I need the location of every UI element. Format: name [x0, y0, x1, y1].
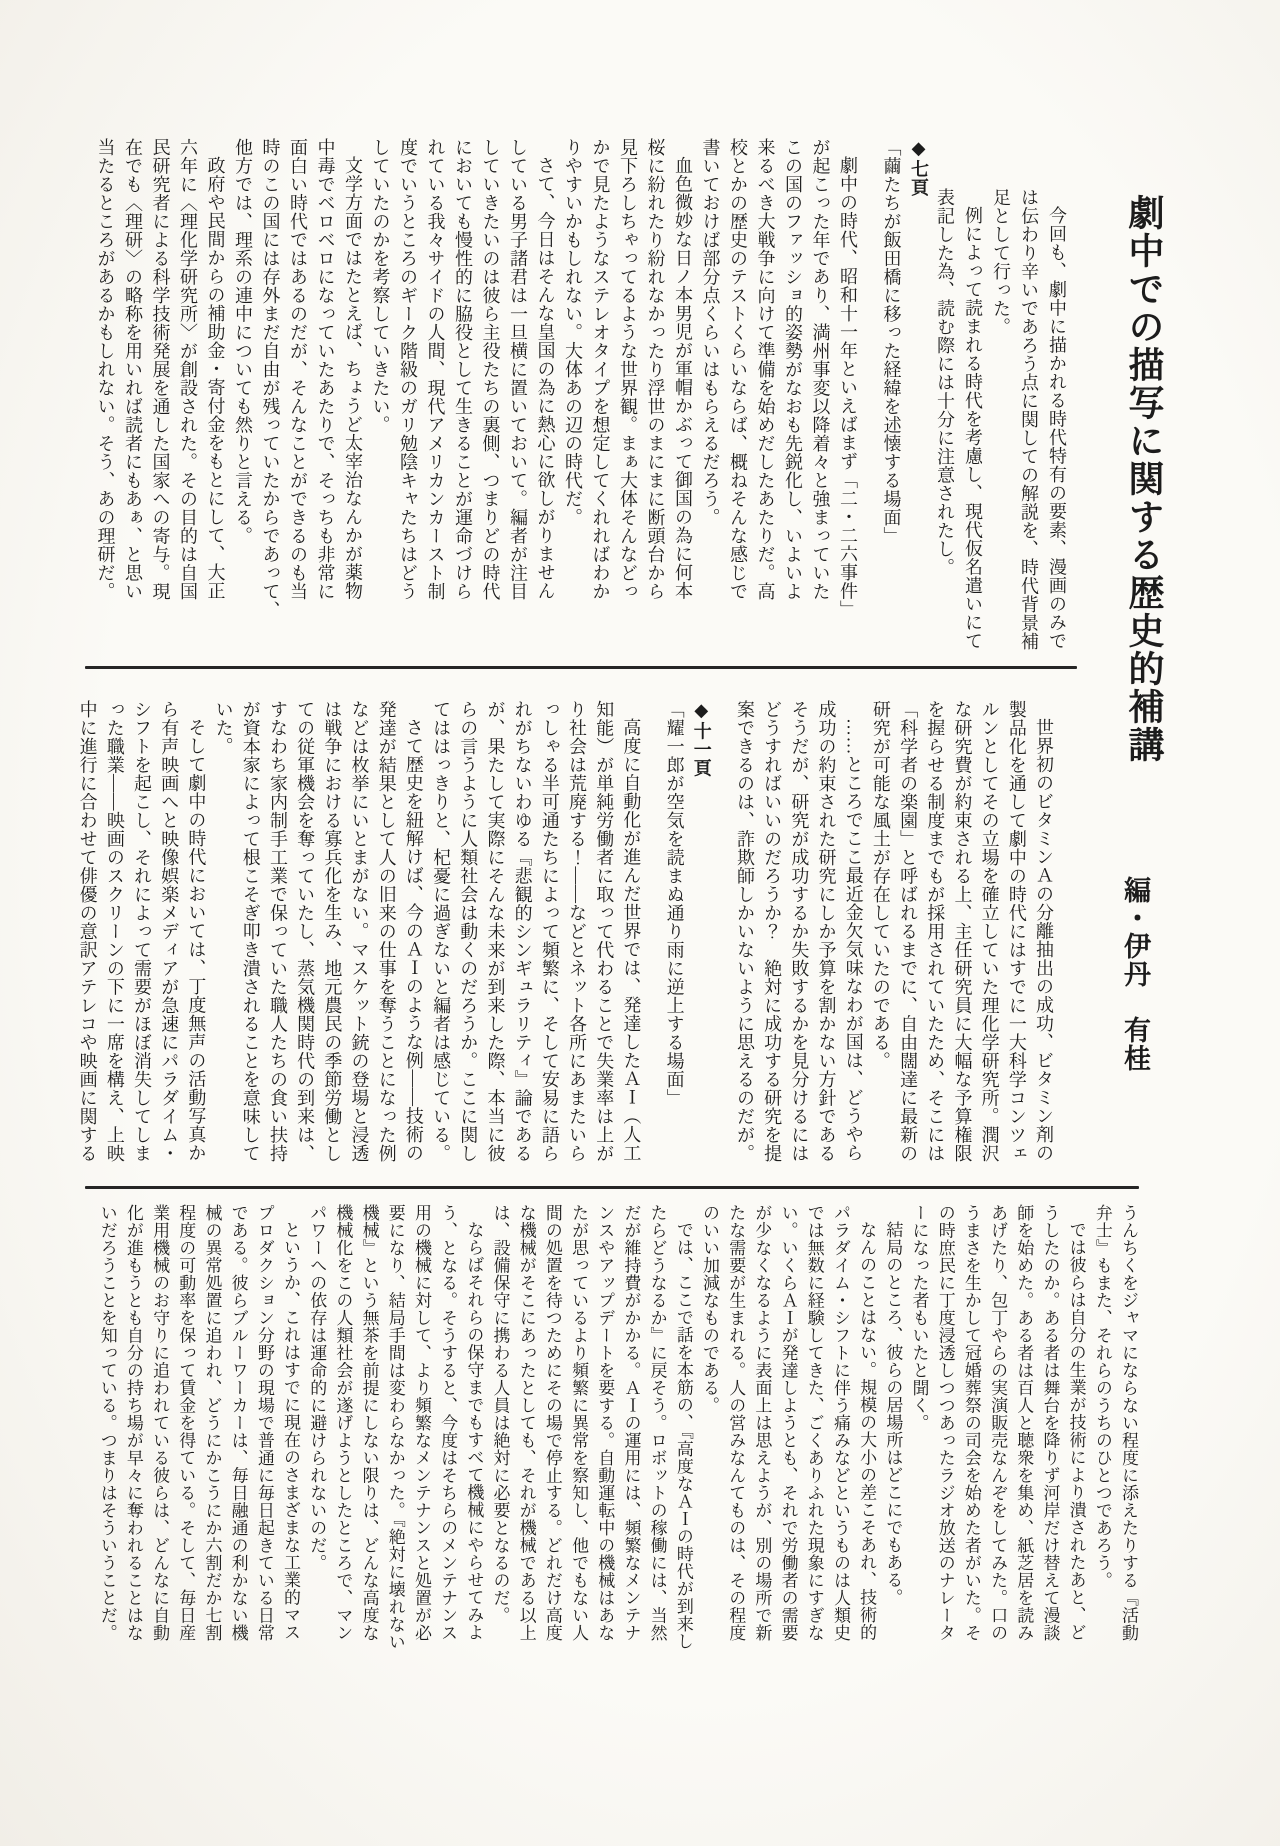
text-column: 程度の可動率を保って賃金を得ている。そして、毎日産	[176, 1204, 196, 1642]
text-column: 「科学者の楽園」と呼ばれるまでに、自由闊達に最新の	[898, 700, 919, 1163]
text-column: り社会は荒廃する！——などとネット各所にあまたいら	[567, 700, 587, 1163]
text-column: たが思っているより頻繁に異常を察知し、他でもない人	[569, 1204, 589, 1642]
text-column: った職業——映画のスクリーンの下に一席を構え、上映	[104, 700, 125, 1163]
text-column: のいい加減なものである。	[700, 1204, 719, 1414]
text-column: れている我々サイドの人間、現代アメリカンカースト制	[425, 138, 446, 601]
text-column: 機械』という無茶を前提にしない限りは、どんな高度な	[359, 1204, 379, 1642]
text-column: 足として行った。	[991, 188, 1011, 336]
text-column: している男子諸君は一旦横に置いておいて。編者が注目	[508, 138, 528, 601]
text-column: ての従軍機会を奪っていたし、蒸気機関時代の到来は、	[295, 700, 316, 1163]
section-divider-top	[85, 666, 1077, 669]
text-column: 中に進行に合わせて俳優の意訳アテレコや映画に関する	[77, 700, 98, 1163]
author-credit: 編・伊丹 有桂	[1120, 876, 1150, 1072]
text-column: を握らせる制度までもが採用されていたため、そこには	[925, 700, 946, 1163]
section-page11-block	[71, 700, 1055, 1168]
text-column: 他方では、理系の連中についても然りと言える。	[233, 138, 253, 545]
text-column: していたのかを考察していきたい。	[370, 138, 391, 434]
text-column: そうだが、研究が成功するか失敗するかを見分けるには	[789, 700, 810, 1163]
text-column: パラダイム・シフトに伴う痛みなどというものは人類史	[830, 1204, 850, 1642]
text-column: うんちくをジャマにならない程度に添えたりする『活動	[1119, 1204, 1138, 1642]
text-column: 校とかの歴史のテストくらいならば、概ねそんな感じで	[728, 138, 748, 601]
text-column: 民研究者による科学技術発展を通した国家への寄与。現	[150, 138, 171, 601]
text-column: 来るべき大戦争に向けて準備を始めだしたあたりだ。高	[755, 138, 776, 601]
text-column: 間の処置を待つためにその場で停止する。どれだけ高度	[542, 1204, 562, 1642]
text-column: 成功の約束された研究にしか予算を割かない方針である	[816, 700, 837, 1163]
text-column: 械の異常処置に追われ、どうにかこうにか六割だか七割	[202, 1204, 222, 1642]
text-column: ら有声映画へと映像娯楽メディアが急速にパラダイム・	[159, 700, 180, 1163]
text-column: では無数に経験してきた、ごくありふれた現象にすぎな	[804, 1204, 824, 1642]
text-column: ……ところでここ最近金欠気味なわが国は、どうやら	[843, 718, 864, 1162]
text-column: いた。	[213, 700, 234, 756]
text-column: 要になり、結局手間は変わらなかった。『絶対に壊れない	[385, 1204, 405, 1651]
text-column: りやすいかもしれない。大体あの辺の時代だ。	[563, 138, 583, 527]
text-column: な機械がそこにあったとしても、それが機械である以上	[516, 1204, 536, 1642]
text-column: 血色微妙な日ノ本男児が軍帽かぶって御国の為に何本	[673, 156, 693, 600]
text-column: においても慢性的に脇役として生きることが運命づけら	[453, 138, 473, 601]
text-column: 政府や民間からの補助金・寄付金をもとにして、大正	[205, 156, 226, 600]
text-column: 機械化をこの人類社会が遂げようとしたところで、マン	[333, 1204, 353, 1642]
intro-paragraph-block	[928, 188, 1068, 660]
text-column: れがちないわゆる『悲観的シンギュラリティ』論である	[512, 700, 533, 1163]
text-column: 知能）が単純労働者に取って代わることで失業率は上が	[594, 700, 615, 1163]
text-column: 発達が結果として人の旧来の仕事を奪うことになった例	[376, 700, 397, 1163]
text-column: 案できるのは、詐欺師しかいないように思えるのだが。	[734, 700, 755, 1163]
scene-quote: 「耀一郎が空気を読まぬ通り雨に逆上する場面」	[664, 700, 685, 1107]
text-column: 今回も、劇中に描かれる時代特有の要素、漫画のみで	[1047, 206, 1067, 650]
text-column: 書いておけば部分点くらいはもらえるだろう。	[700, 138, 721, 527]
text-column: 度でいうところのギーク階級のガリ勉陰キャたちはどう	[398, 138, 418, 601]
text-column: が、果たして実際にそんな未来が到来した際、本当に彼	[485, 700, 506, 1163]
text-column: どうすればいいのだろうか？ 絶対に成功する研究を提	[762, 700, 783, 1163]
text-column: 高度に自動化が進んだ世界では、発達したＡＩ（人工	[621, 718, 642, 1162]
text-column: らの言うように人類社会は動くのだろうか。ここに関し	[458, 700, 479, 1163]
section-bottom-block	[92, 1204, 1140, 1664]
text-column: さて歴史を紐解けば、今のＡＩのような例——技術の	[403, 718, 424, 1162]
text-column: っしゃる半可通たちによって頻繁に、そして安易に語ら	[539, 700, 560, 1163]
text-column: 業用機械のお守りに追われている彼らは、どんなに自動	[150, 1204, 170, 1642]
section-divider-bottom	[85, 1186, 1139, 1189]
page-title: 劇中での描写に関する歴史的補講	[1124, 194, 1164, 764]
text-column: すなわち家内制手工業で保っていた職人たちの食い扶持	[267, 700, 288, 1163]
text-column: プロダクション分野の現場で普通に毎日起きている日常	[254, 1204, 274, 1642]
text-column: していきたいのは彼ら主役たちの裏側、つまりどの時代	[480, 138, 501, 601]
text-column: 世界初のビタミンＡの分離抽出の成功、ビタミン剤の	[1034, 718, 1054, 1162]
text-column: 見下ろしちゃってるような世界観。まぁ大体そんなどっ	[618, 138, 638, 601]
text-column: 在でも〈理研〉の略称を用いれば読者にもあぁ、と思い	[123, 138, 143, 601]
text-column: の時庶民に丁度浸透しつつあったラジオ放送のナレータ	[935, 1204, 955, 1642]
text-column: などは枚挙にいとまがない。マスケット銃の登場と浸透	[349, 700, 370, 1163]
text-column: 面白い時代ではあるのだが、そんなことができるのも当	[288, 138, 308, 601]
text-column: たらどうなるか』に戻そう。ロボットの稼働には、当然	[647, 1204, 667, 1642]
text-column: が少なくなるように表面上は思えようが、別の場所で新	[752, 1204, 772, 1642]
text-column: だが維持費がかかる。ＡＩの運用には、頻繁なメンテナ	[621, 1204, 641, 1642]
text-column: 劇中の時代、昭和十一年といえばまず「二・二六事件」	[838, 156, 858, 619]
scene-quote: 「繭たちが飯田橋に移った経緯を述懐する場面」	[881, 138, 902, 545]
text-column: 六年に〈理化学研究所〉が創設された。その目的は自国	[178, 138, 198, 601]
text-column: ンスやアップデートを要する。自動運転中の機械はあな	[595, 1204, 615, 1642]
text-column: 桜に紛れたり紛れなかったり浮世のまにまに断頭台から	[645, 138, 666, 601]
text-column: さて、今日はそんな皇国の為に熱心に欲しがりません	[535, 156, 556, 600]
section-heading: ◆七頁	[909, 138, 929, 197]
text-column: 師を始めた。ある者は百人と聴衆を集め、紙芝居を読み	[1014, 1204, 1034, 1642]
text-column: 弁士』もまた、それらのうちのひとつであろう。	[1092, 1204, 1112, 1589]
text-column: てははっきりと、杞憂に過ぎないと編者は感じている。	[431, 700, 452, 1163]
text-column: 表記した為、読む際には十分に注意されたし。	[935, 188, 955, 577]
text-column: 化が進もうとも自分の持ち場が早々に奪われることはな	[123, 1204, 143, 1642]
text-column: 例によって読まれる時代を考慮し、現代仮名遣いにて	[963, 206, 983, 650]
text-column: シフトを起こし、それによって需要がほぼ消失してしま	[132, 700, 152, 1163]
text-column: うまさを生かして冠婚葬祭の司会を始めた者がいた。そ	[961, 1204, 981, 1642]
section-page7-block	[89, 138, 930, 624]
text-column: 時のこの国には存外まだ自由が残っていたからであって、	[260, 138, 281, 619]
text-column: である。彼らブルーワーカーは、毎日融通の利かない機	[228, 1204, 248, 1642]
text-column: というか、これはすでに現在のさまざまな工業的マス	[281, 1221, 300, 1641]
text-column: かで見たようなステレオタイプを想定してくれればわか	[590, 138, 611, 601]
text-column: が起こった年であり、満州事変以降着々と強まっていた	[810, 138, 831, 601]
section-heading: ◆十一頁	[691, 700, 712, 777]
text-column: うしたのか。ある者は舞台を降りず河岸だけ替えて漫談	[1040, 1204, 1060, 1642]
text-column: いだろうことを知っている。つまりはそういうことだ。	[97, 1204, 117, 1642]
text-column: 中毒でベロベロになっていたあたりで、そっちも非常に	[315, 138, 336, 601]
text-column: パワーへの依存は運命的に避けられないのだ。	[307, 1204, 327, 1572]
text-column: ならばそれらの保守までもすべて機械にやらせてみよ	[464, 1221, 484, 1641]
text-column: では、ここで話を本筋の、『高度なＡＩの時代が到来し	[673, 1221, 693, 1650]
text-column: では彼らは自分の生業が技術により潰されたあと、ど	[1066, 1221, 1086, 1641]
text-column: は伝わり辛いであろう点に関しての解説を、時代背景補	[1019, 188, 1039, 651]
text-column: 結局のところ、彼らの居場所はどこにでもある。	[883, 1221, 903, 1606]
text-column: 製品化を通して劇中の時代にはすでに一大科学コンツェ	[1006, 700, 1027, 1163]
text-column: な研究費が約束される上、主任研究員に大幅な予算権限	[952, 700, 973, 1163]
text-column: なんのことはない。規模の大小の差こそあれ、技術的	[857, 1221, 877, 1641]
text-column: が資本家によって根こそぎ叩き潰されることを意味して	[240, 700, 261, 1163]
text-column: い。いくらＡＩが発達しようとも、それで労働者の需要	[778, 1204, 798, 1642]
text-column: この国のファッショ的姿勢がなおも先鋭化し、いよいよ	[783, 138, 803, 601]
text-column: ーになった者もいたと聞く。	[909, 1204, 929, 1432]
text-column: う、となる。そうすると、今度はそちらのメンテナンス	[438, 1204, 458, 1642]
text-column: ルンとしてその立場を確立していた理化学研究所。潤沢	[979, 700, 1000, 1163]
text-column: は、設備保守に携わる人員は絶対に必要となるのだ。	[490, 1204, 510, 1624]
text-column: 用の機械に対して、より頻繁なメンテナンスと処置が必	[411, 1204, 431, 1642]
text-column: そして劇中の時代においては、丁度無声の活動写真か	[186, 718, 207, 1162]
text-column: たな需要が生まれる。人の営みなんてものは、その程度	[726, 1204, 746, 1642]
text-column: 研究が可能な風土が存在していたのである。	[870, 700, 891, 1070]
text-column: あげたり、包丁やらの実演販売なんぞをしてみた。口の	[988, 1204, 1008, 1642]
text-column: 当たるところがあるかもしれない。そう、あの理研だ。	[95, 138, 116, 601]
text-column: は戦争における寡兵化を生み、地元農民の季節労働とし	[322, 700, 343, 1163]
text-column: 文学方面ではたとえば、ちょうど太宰治なんかが薬物	[343, 156, 363, 600]
